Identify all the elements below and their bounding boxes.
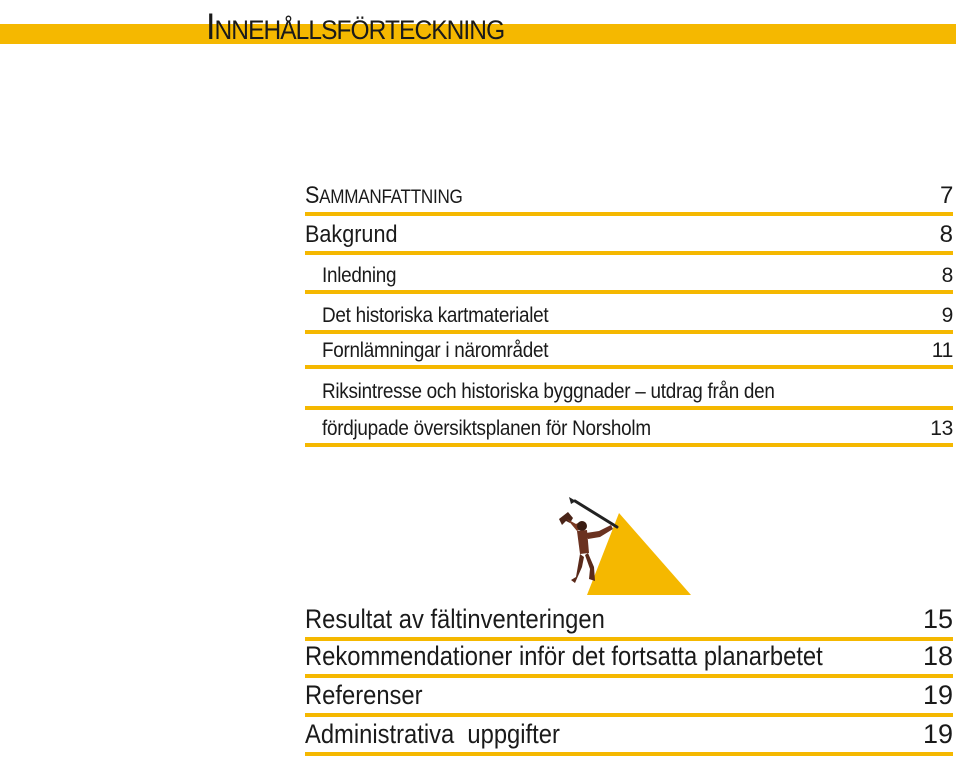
yellow-triangle-shape [587,513,691,595]
toc-underline [305,443,953,447]
toc-label-initial: S [305,182,320,209]
toc-label: Bakgrund [305,221,398,248]
toc-entry-sammanfattning[interactable] [305,180,953,216]
title-initial: I [206,6,215,47]
figure-left-leg [571,554,584,583]
toc-page-number: 9 [941,304,953,327]
toc-underline [305,365,953,369]
toc-label [305,182,463,210]
toc-underline [305,752,953,756]
toc-label: fördjupade översiktsplanen för Norsholm [322,417,651,440]
figure-spear-tip [569,497,576,504]
toc-page-number: 11 [931,339,953,362]
toc-label: Referenser [305,680,423,710]
toc-label: Inledning [322,264,397,287]
toc-entry-referenser[interactable] [305,679,953,717]
toc-page-number: 7 [939,182,953,209]
toc-label-rest: AMMANFATTNING [319,187,463,208]
toc-underline [305,713,953,717]
toc-label: Det historiska kartmaterialet [322,304,549,327]
toc-label: Administrativa uppgifter [305,719,560,749]
toc-page-number: 19 [922,680,953,710]
toc-label: Rekommendationer inför det fortsatta planarbetet [305,641,823,671]
title-rest: NNEHÅLLSFÖRTECKNING [214,15,505,45]
toc-entry-kartmaterial[interactable] [305,298,953,334]
toc-entry-riksintresse-line2[interactable] [305,411,953,447]
toc-underline [305,674,953,678]
figure-head [577,521,587,531]
toc-underline [305,406,953,410]
toc-page-number: 13 [930,417,953,440]
toc-label: Riksintresse och historiska byggnader – utdrag från den [322,380,775,403]
toc-page-number: 8 [939,221,953,248]
toc-page-number: 15 [922,604,953,634]
toc-entry-bakgrund[interactable] [305,218,953,255]
toc-page-number: 19 [922,719,953,749]
toc-entry-resultat[interactable] [305,603,953,641]
toc-entry-administrativa[interactable] [305,718,953,756]
toc-label: Fornlämningar i närområdet [322,339,549,362]
figure-right-leg [585,553,595,581]
toc-entry-inledning[interactable] [305,258,953,294]
toc-page-number: 18 [922,641,953,671]
toc-label: Resultat av fältinventeringen [305,604,605,634]
figure-spear-arm [586,525,613,539]
toc-entry-rekommendationer[interactable] [305,640,953,678]
toc-underline [305,212,953,216]
rock-art-figure-illustration [555,497,695,597]
toc-entry-fornlamningar[interactable] [305,333,953,369]
toc-underline [305,290,953,294]
toc-page-number: 8 [941,264,953,287]
toc-underline [305,251,953,255]
toc-entry-riksintresse-line1[interactable] [305,374,953,410]
